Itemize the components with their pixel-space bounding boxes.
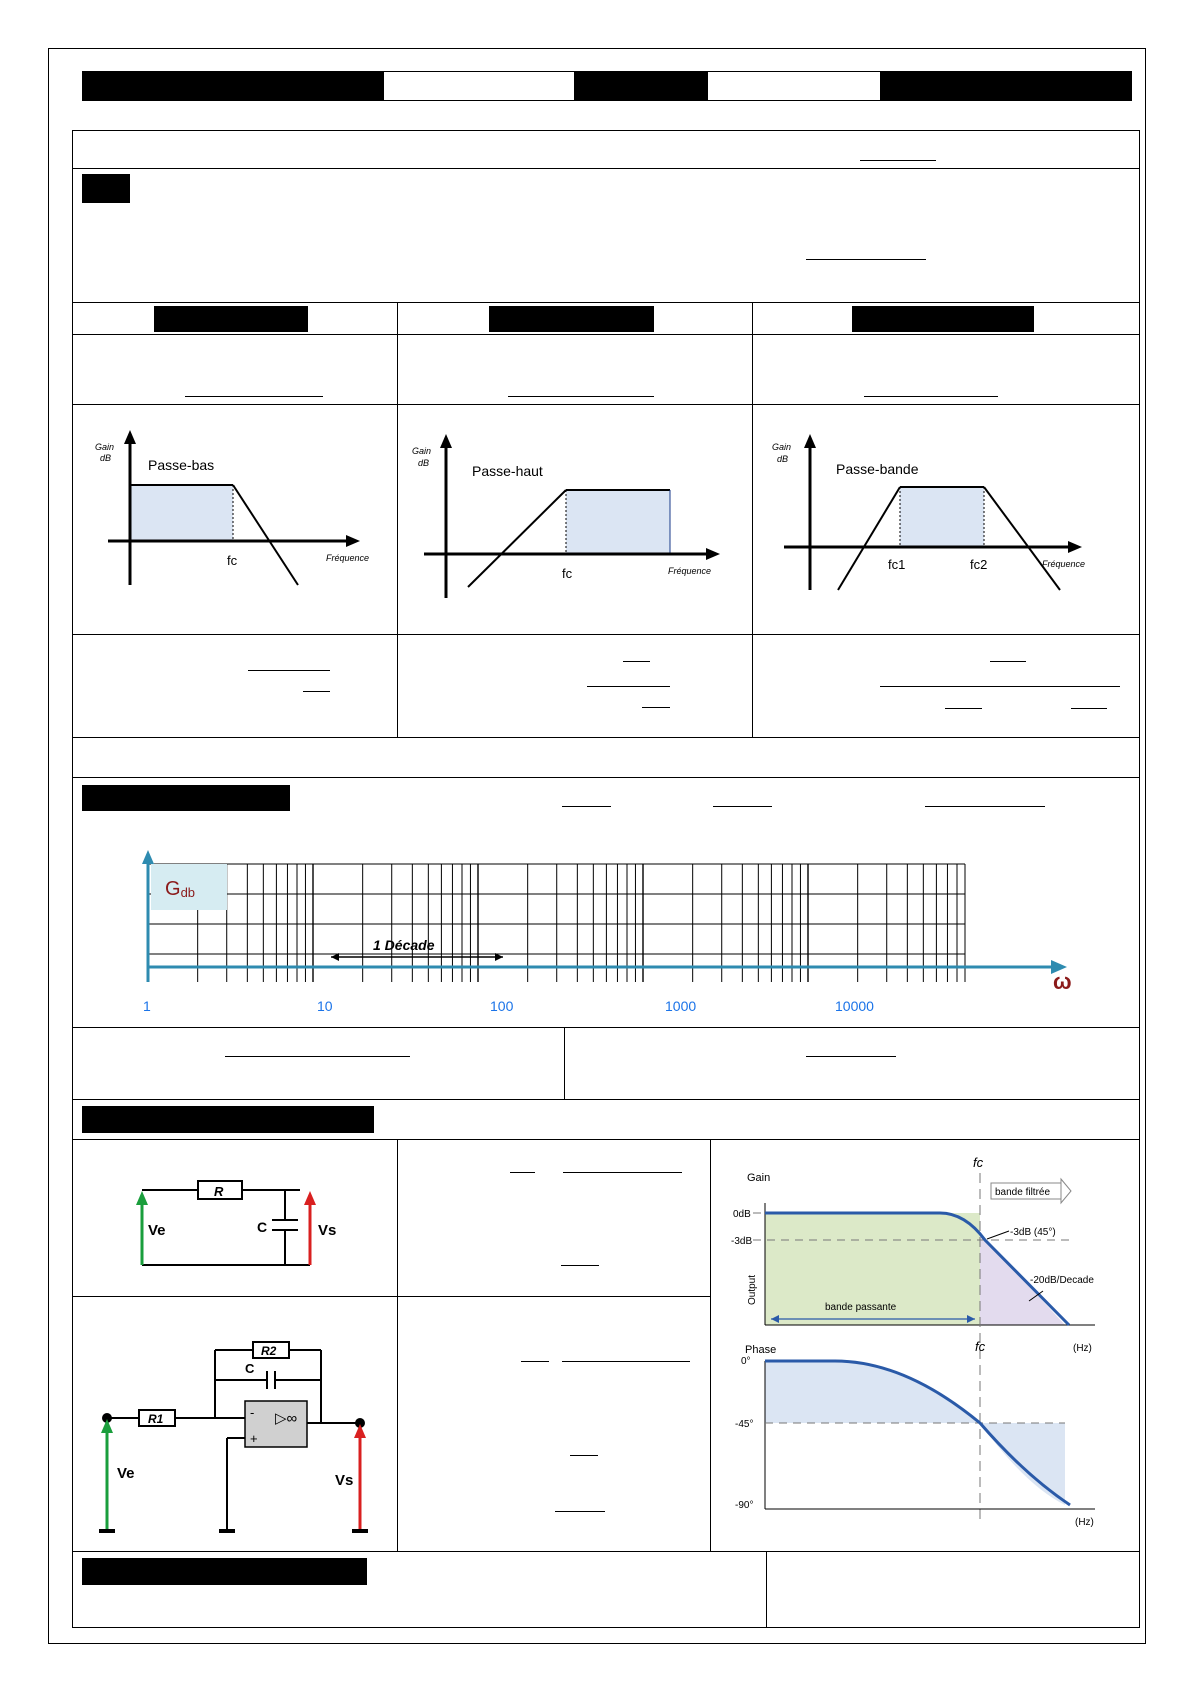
passband-label: bande passante	[825, 1302, 897, 1313]
underline-blank	[561, 1265, 599, 1266]
c-label: C	[245, 1361, 255, 1376]
log-grid-lines	[148, 864, 965, 982]
vs-label: Vs	[318, 1222, 337, 1239]
underline-blank	[806, 1056, 896, 1057]
bandpass-diagram	[770, 430, 1120, 600]
underline-blank	[248, 670, 330, 671]
underline-blank	[623, 661, 650, 662]
row-divider	[72, 1027, 1140, 1028]
frequency-response	[725, 1155, 1125, 1540]
underline-blank	[521, 1361, 549, 1362]
header-redaction-3	[880, 71, 1132, 101]
underline-blank	[563, 1172, 682, 1173]
c-label: C	[257, 1219, 268, 1235]
passband-fill	[130, 485, 233, 541]
filter-title: Passe-bas	[148, 457, 215, 473]
y-unit: dB	[777, 454, 789, 464]
lowpass-diagram	[90, 430, 380, 590]
row-divider	[72, 634, 1140, 635]
fc-label: fc	[562, 566, 573, 581]
ve-label: Ve	[148, 1222, 166, 1239]
hz-label-2: (Hz)	[1075, 1517, 1094, 1528]
phase-title: Phase	[745, 1344, 777, 1356]
bode-log-grid	[135, 850, 1075, 1020]
minus3db-label: -3dB	[731, 1236, 753, 1247]
gain-title: Gain	[747, 1172, 771, 1184]
underline-blank	[990, 661, 1026, 662]
underline-blank	[1071, 708, 1107, 709]
highpass-diagram	[410, 430, 740, 605]
tick-10000: 10000	[835, 998, 874, 1014]
row-divider	[72, 1296, 398, 1297]
col-divider	[564, 1027, 565, 1099]
row-divider	[72, 1139, 1140, 1140]
row-divider	[72, 404, 1140, 405]
row-divider	[72, 1551, 1140, 1552]
section-redaction-3	[82, 1106, 374, 1133]
underline-blank	[945, 708, 982, 709]
row-divider	[72, 334, 1140, 335]
underline-blank	[860, 160, 936, 161]
x-label: Fréquence	[326, 553, 370, 563]
fc-label: fc	[227, 553, 238, 568]
slope-label: -20dB/Decade	[1030, 1275, 1094, 1286]
underline-blank	[555, 1511, 605, 1512]
header-redaction-1	[82, 71, 384, 101]
omega-label: ω	[1053, 969, 1072, 994]
gdb-label: Gdb	[165, 878, 196, 900]
decade-label: 1 Décade	[373, 937, 435, 953]
header-field-2	[708, 71, 880, 101]
underline-blank	[303, 691, 330, 692]
underline-blank	[864, 396, 998, 397]
header-field-1	[384, 71, 574, 101]
tick-100: 100	[490, 998, 514, 1014]
y-unit: dB	[418, 458, 430, 468]
filter-title: Passe-bande	[836, 461, 919, 477]
hz-label-1: (Hz)	[1073, 1343, 1092, 1354]
underline-blank	[510, 1172, 535, 1173]
col-divider	[397, 1139, 398, 1551]
underline-blank	[562, 806, 611, 807]
underline-blank	[925, 806, 1045, 807]
row-divider	[72, 1099, 1140, 1100]
output-label: Output	[747, 1274, 758, 1305]
passband-fill	[900, 487, 984, 547]
fc-label-top: fc	[973, 1155, 984, 1170]
underline-blank	[562, 1361, 690, 1362]
row-divider	[72, 737, 1140, 738]
y-label: Gain	[772, 442, 792, 452]
row-divider	[72, 168, 1140, 169]
passband-fill	[566, 490, 670, 554]
underline-blank	[587, 686, 670, 687]
minus3db-45-label: -3dB (45°)	[1010, 1227, 1056, 1238]
fc1-label: fc1	[888, 557, 906, 572]
tick-1000: 1000	[665, 998, 697, 1014]
col-header-redaction-2	[489, 306, 654, 332]
col-divider	[766, 1551, 767, 1628]
col-divider	[752, 302, 753, 737]
x-label: Fréquence	[668, 566, 712, 576]
underline-blank	[570, 1455, 598, 1456]
phase-45-label: -45°	[735, 1419, 754, 1430]
row-divider	[398, 1296, 710, 1297]
zero-db-label: 0dB	[733, 1209, 751, 1220]
section-redaction-4	[82, 1558, 367, 1585]
fc-label-mid: fc	[975, 1339, 986, 1354]
opamp-symbol: ▷∞	[275, 1410, 298, 1427]
underline-blank	[713, 806, 772, 807]
filter-title: Passe-haut	[472, 463, 543, 479]
band-filtered-label: bande filtrée	[995, 1187, 1051, 1198]
opamp-plus: +	[250, 1431, 258, 1446]
phase-fill	[765, 1361, 1065, 1505]
col-divider	[710, 1139, 711, 1551]
opamp-minus: -	[250, 1405, 255, 1420]
r-label: R	[214, 1184, 224, 1199]
underline-blank	[642, 707, 670, 708]
tick-10: 10	[317, 998, 333, 1014]
col-divider	[397, 302, 398, 737]
header-redaction-2	[574, 71, 708, 101]
r1-label: R1	[148, 1412, 164, 1426]
y-label: Gain	[95, 442, 115, 452]
row-divider	[72, 777, 1140, 778]
underline-blank	[806, 259, 926, 260]
ve-label: Ve	[117, 1465, 135, 1482]
y-label: Gain	[412, 446, 432, 456]
underline-blank	[508, 396, 654, 397]
r2-label: R2	[261, 1344, 277, 1358]
section-redaction-2	[82, 785, 290, 811]
underline-blank	[880, 686, 1120, 687]
vs-label: Vs	[335, 1472, 354, 1489]
phase-0-label: 0°	[741, 1356, 751, 1367]
row-divider	[72, 302, 1140, 303]
phase-90-label: -90°	[735, 1500, 754, 1511]
y-unit: dB	[100, 453, 112, 463]
rc-circuit	[120, 1175, 360, 1285]
tick-1: 1	[143, 998, 151, 1014]
col-header-redaction-1	[154, 306, 308, 332]
underline-blank	[225, 1056, 410, 1057]
section-redaction-1	[82, 174, 130, 203]
x-label: Fréquence	[1042, 559, 1086, 569]
active-filter-circuit	[95, 1335, 385, 1545]
underline-blank	[185, 396, 323, 397]
fc2-label: fc2	[970, 557, 988, 572]
col-header-redaction-3	[852, 306, 1034, 332]
